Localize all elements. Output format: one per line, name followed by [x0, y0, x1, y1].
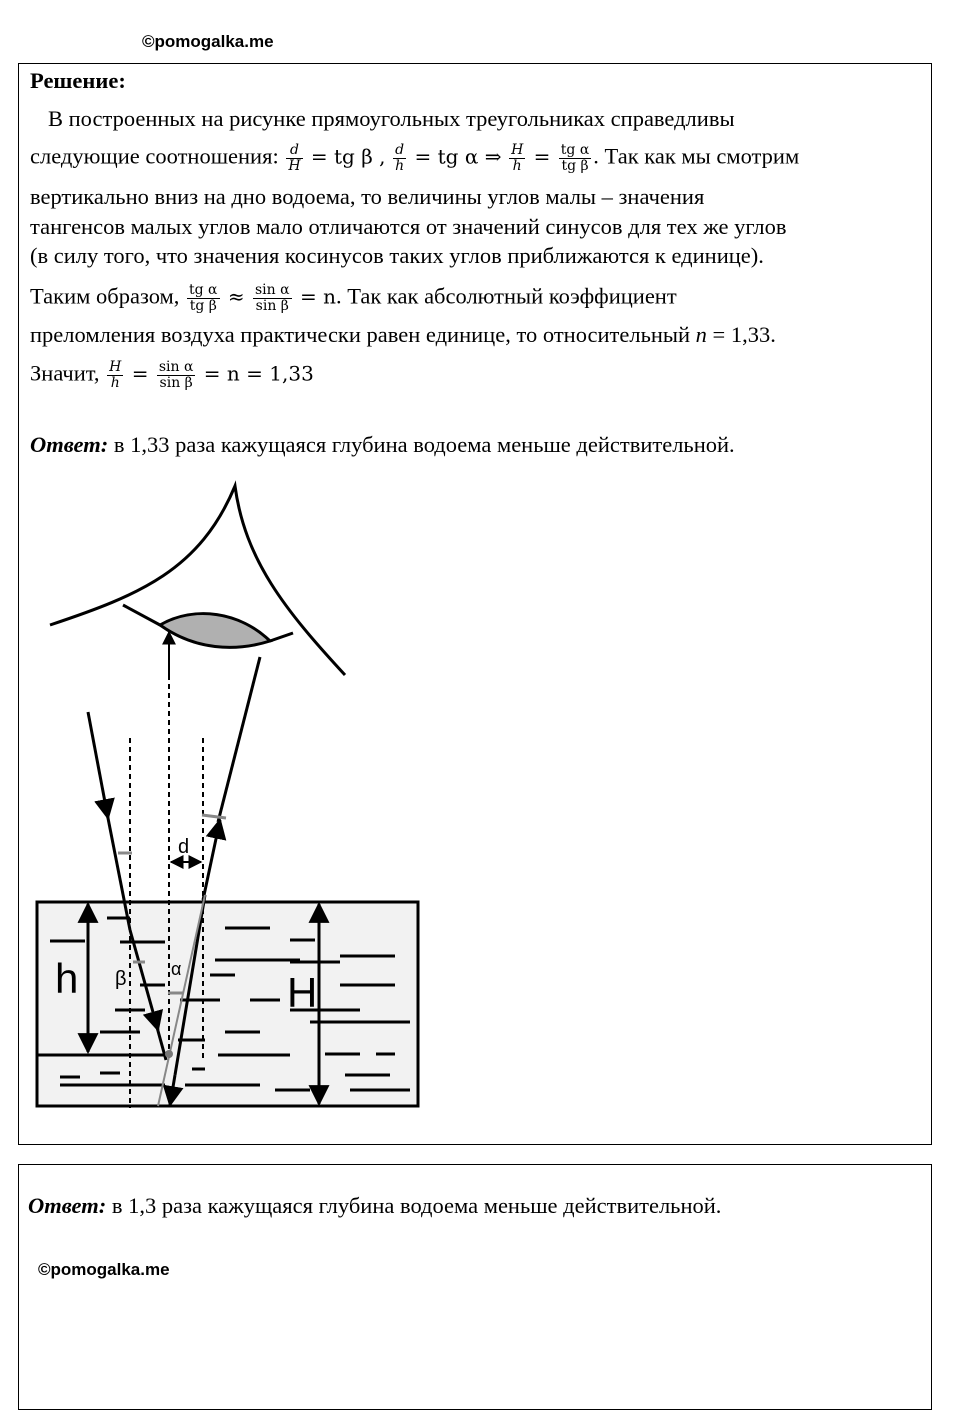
solution-line-7 [30, 322, 776, 348]
fraction-H-over-h: $\frac{H}{h}$ [511, 142, 524, 174]
solution-line-2 [30, 143, 799, 174]
eye-icon [50, 486, 345, 675]
formula-eq: = [527, 144, 557, 169]
formula-approx: ≈ [221, 284, 251, 309]
apparent-point [165, 1050, 173, 1058]
formula-eq-n: = n [293, 284, 336, 309]
label-d: d [178, 836, 190, 858]
line-7-text: преломления воздуха практически равен единице, то относительный [30, 322, 691, 347]
final-answer-label: Ответ: [28, 1193, 107, 1218]
formula-tg-alpha: = tg α ⇒ [408, 144, 502, 169]
watermark-bottom: ©pomogalka.me [38, 1260, 170, 1279]
solution-line-3: вертикально вниз на дно водоема, то величины углов малы – значения [30, 184, 705, 209]
fraction-H-over-h-2: $\frac{H}{h}$ [109, 359, 122, 391]
line-7-tail: = 1,33. [706, 322, 776, 347]
solution-answer [30, 432, 735, 458]
watermark-top: ©pomogalka.me [142, 32, 274, 51]
fraction-d-over-H: $\frac{d}{H}$ [288, 142, 301, 174]
solution-line-8 [30, 360, 314, 391]
label-beta: β [115, 968, 127, 990]
answer-text: в 1,33 раза кажущаяся глубина водоема меньше действительной. [108, 432, 735, 457]
refraction-diagram [0, 470, 460, 1120]
solution-line-6 [30, 283, 677, 314]
label-H: H [287, 969, 318, 1016]
solution-line-1: В построенных на рисунке прямоугольных треугольниках справедливы [48, 106, 735, 131]
line-7-n: n [695, 322, 707, 347]
line-6-text: Таким образом, [30, 283, 180, 309]
line-6-tail: . Так как абсолютный коэффициент [335, 283, 677, 309]
line-8-text: Значит, [30, 360, 100, 386]
formula-eq-n-value: = n = 1,33 [197, 361, 314, 386]
final-answer-text: в 1,3 раза кажущаяся глубина водоема меньше действительной. [106, 1193, 722, 1218]
solution-line-4: тангенсов малых углов мало отличаются от значений синусов для тех же углов [30, 214, 787, 239]
fraction-sin-ratio-2: $\frac{\text{sin α}}{\text{sin β}}$ [158, 359, 194, 391]
answer-label: Ответ: [30, 432, 109, 457]
solution-heading: Решение: [30, 68, 126, 93]
fraction-tg-ratio-2: $\frac{\text{tg α}}{\text{tg β}}$ [189, 282, 218, 314]
fraction-tg-ratio: $\frac{\text{tg α}}{\text{tg β}}$ [560, 142, 590, 174]
line-2-text: следующие соотношения: [30, 143, 279, 169]
fraction-d-over-h: $\frac{d}{h}$ [395, 142, 405, 174]
label-alpha: α [171, 959, 182, 979]
fraction-sin-ratio: $\frac{\text{sin α}}{\text{sin β}}$ [255, 282, 290, 314]
formula-eq-2: = [125, 361, 155, 386]
final-answer [28, 1193, 721, 1219]
solution-line-5: (в силу того, что значения косинусов таких углов приближаются к единице). [30, 243, 764, 268]
formula-tg-beta: = tg β , [304, 144, 386, 169]
label-h: h [55, 955, 79, 1002]
line-2-tail: . Так как мы смотрим [593, 143, 800, 169]
